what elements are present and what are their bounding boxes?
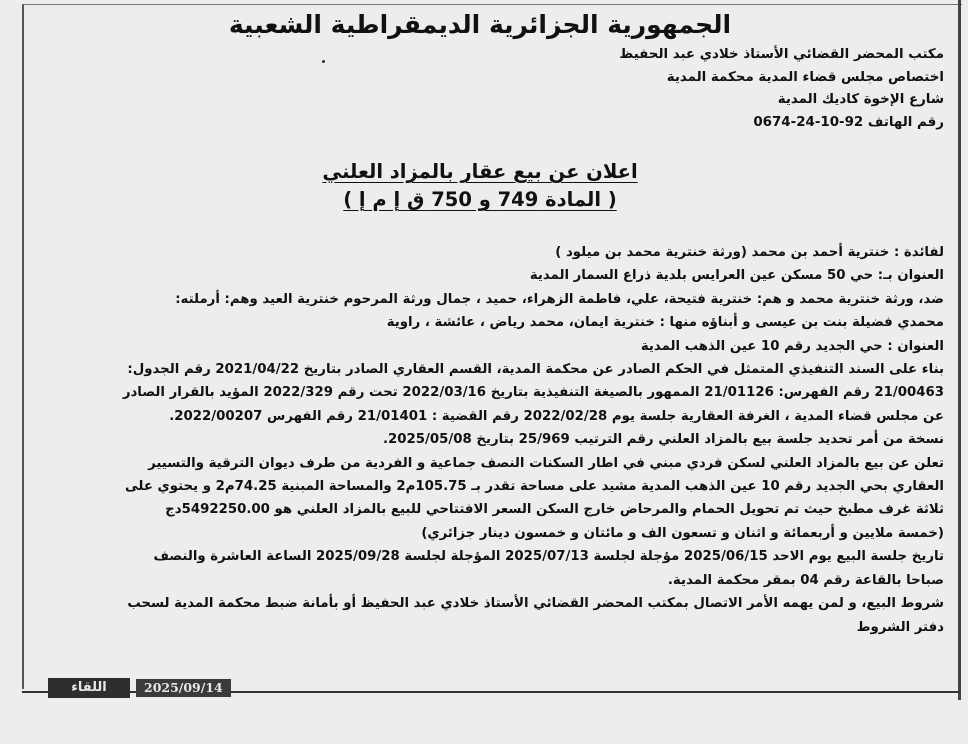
body-line: ثلاثة غرف مطبخ حيث تم تحويل الحمام والمرحاض خارج السكن السعر الافتتاحي للبيع بالمزاد العلني هو 5492250.00دج bbox=[165, 502, 944, 518]
announcement-title: اعلان عن بيع عقار بالمزاد العلني bbox=[322, 160, 638, 183]
body-line: نسخة من أمر تحديد جلسة بيع بالمزاد العلني رقم الترتيب 25/969 بتاريخ 2025/05/08. bbox=[382, 432, 944, 448]
body-line: شروط البيع، و لمن يهمه الأمر الاتصال بمكتب المحضر القضائي الأستاذ خلادي عبد الحفيظ أو بأمانة ضبط محكمة المدية لسحب bbox=[127, 596, 944, 612]
office-address: شارع الإخوة كاديك المدية bbox=[777, 92, 944, 108]
newspaper-source-badge: اللقاء bbox=[48, 678, 130, 698]
office-name: مكتب المحضر القضائي الأستاذ خلادي عبد الحفيظ bbox=[619, 47, 944, 62]
body-line: تاريخ جلسة البيع يوم الاحد 2025/06/15 مؤجلة لجلسة 2025/07/13 المؤجلة لجلسة 2025/09/28 الساعة العاشرة والنصف bbox=[153, 549, 944, 565]
bailiff-office-block bbox=[324, 44, 944, 134]
body-line: العقاري بحي الجديد رقم 10 عين الذهب المدية مشيد على مساحة تقدر بـ 105.75م2 والمساحة المبنية 74.25م2 و يحتوي على bbox=[124, 479, 944, 495]
body-line: دفتر الشروط bbox=[856, 619, 944, 635]
body-line: العنوان : حي الجديد رقم 10 عين الذهب المدية bbox=[640, 338, 944, 354]
body-line: (خمسة ملايين و أربعمائة و اثنان و تسعون الف و مائتان و خمسون دينار جزائري) bbox=[421, 525, 944, 541]
body-line: تعلن عن بيع بالمزاد العلني لسكن فردي مبني في اطار السكنات النصف جماعية و الفردية من طرف ديوان الترقية والتسيير bbox=[148, 455, 944, 471]
publication-date: 2025/09/14 bbox=[136, 679, 231, 697]
body-line: عن مجلس قضاء المدية ، الغرفة العقارية جلسة يوم 2022/02/28 رقم القضية : 21/01401 رقم الفهرس 2022/00207. bbox=[169, 408, 944, 424]
body-line: العنوان بـ: حي 50 مسكن عين العرايس بلدية ذراع السمار المدية bbox=[529, 268, 944, 284]
office-jurisdiction: اختصاص مجلس قضاء المدية محكمة المدية bbox=[666, 69, 944, 85]
announcement-body bbox=[26, 241, 944, 639]
office-phone: رقم الهاتف 92-10-24-0674 bbox=[753, 114, 944, 130]
footer-bar bbox=[22, 679, 960, 699]
print-speck bbox=[322, 60, 325, 63]
body-line: بناء على السند التنفيذي المتمثل في الحكم الصادر عن محكمة المدية، القسم العقاري الصادر بتاريخ 2021/04/22 رقم الجدول: bbox=[127, 362, 944, 378]
republic-heading: الجمهورية الجزائرية الديمقراطية الشعبية bbox=[228, 10, 732, 39]
body-line: صباحا بالقاعة رقم 04 بمقر محكمة المدية. bbox=[667, 572, 944, 588]
body-line: 21/00463 رقم الفهرس: 21/01126 الممهور بالصيغة التنفيذية بتاريخ 2022/03/16 تحت رقم 2022/329 المؤيد بالقرار الصادر bbox=[122, 385, 944, 401]
body-line: لفائدة : خنترية أحمد بن محمد (ورثة خنترية محمد بن ميلود ) bbox=[555, 245, 944, 260]
announcement-heading bbox=[200, 158, 760, 214]
body-line: ضد، ورثة خنترية محمد و هم: خنترية فتيحة، علي، فاطمة الزهراء، حميد ، جمال ورثة المرحوم خنترية العيد وهم: أرملته: bbox=[175, 291, 944, 307]
announcement-subtitle: ( المادة 749 و 750 ق إ م إ ) bbox=[343, 188, 617, 211]
body-line: محمدي فضيلة بنت بن عيسى و أبناؤه منها : خنترية ايمان، محمد رياض ، عائشة ، راوية bbox=[386, 315, 944, 331]
page-edge bbox=[958, 0, 961, 700]
